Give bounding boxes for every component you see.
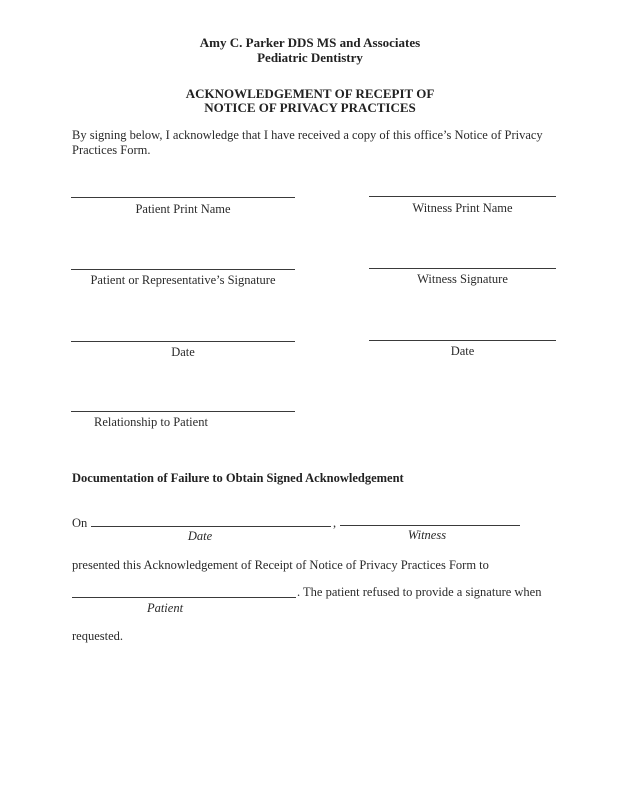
failure-witness-field[interactable] xyxy=(340,525,520,526)
patient-print-name-label: Patient Print Name xyxy=(135,202,231,216)
relationship-field[interactable] xyxy=(71,411,295,412)
patient-date-field[interactable] xyxy=(71,341,295,342)
witness-print-name-label: Witness Print Name xyxy=(412,201,513,215)
witness-print-name-field[interactable] xyxy=(369,196,556,197)
patient-signature-label: Patient or Representative’s Signature xyxy=(90,273,276,287)
witness-date-field[interactable] xyxy=(369,340,556,341)
patient-date-label: Date xyxy=(171,345,195,359)
failure-section-heading: Documentation of Failure to Obtain Signed Acknowledgement xyxy=(72,471,404,485)
date-caption: Date xyxy=(187,529,213,543)
witness-signature-label: Witness Signature xyxy=(417,272,508,286)
comma-separator: , xyxy=(333,516,337,530)
form-title-line-2: NOTICE OF PRIVACY PRACTICES xyxy=(204,100,416,115)
witness-date-label: Date xyxy=(450,344,475,358)
witness-signature-field[interactable] xyxy=(369,268,556,269)
presented-text: presented this Acknowledgement of Receipt of Notice of Privacy Practices Form to xyxy=(72,558,489,572)
witness-caption: Witness xyxy=(407,528,447,542)
intro-text-line-1: By signing below, I acknowledge that I have received a copy of this office’s Notice of Privacy xyxy=(72,128,543,142)
intro-text-line-2: Practices Form. xyxy=(72,143,151,157)
patient-signature-field[interactable] xyxy=(71,269,295,270)
on-label: On xyxy=(72,516,88,530)
failure-patient-field[interactable] xyxy=(72,597,296,598)
refused-text: . The patient refused to provide a signature when xyxy=(297,585,542,599)
practice-specialty: Pediatric Dentistry xyxy=(257,50,363,65)
requested-text: requested. xyxy=(72,629,124,643)
patient-print-name-field[interactable] xyxy=(71,197,295,198)
patient-caption: Patient xyxy=(146,601,184,615)
failure-date-field[interactable] xyxy=(91,526,331,527)
relationship-label: Relationship to Patient xyxy=(94,415,208,429)
form-title-line-1: ACKNOWLEDGEMENT OF RECEPIT OF xyxy=(185,86,435,101)
practice-name: Amy C. Parker DDS MS and Associates xyxy=(199,35,421,50)
